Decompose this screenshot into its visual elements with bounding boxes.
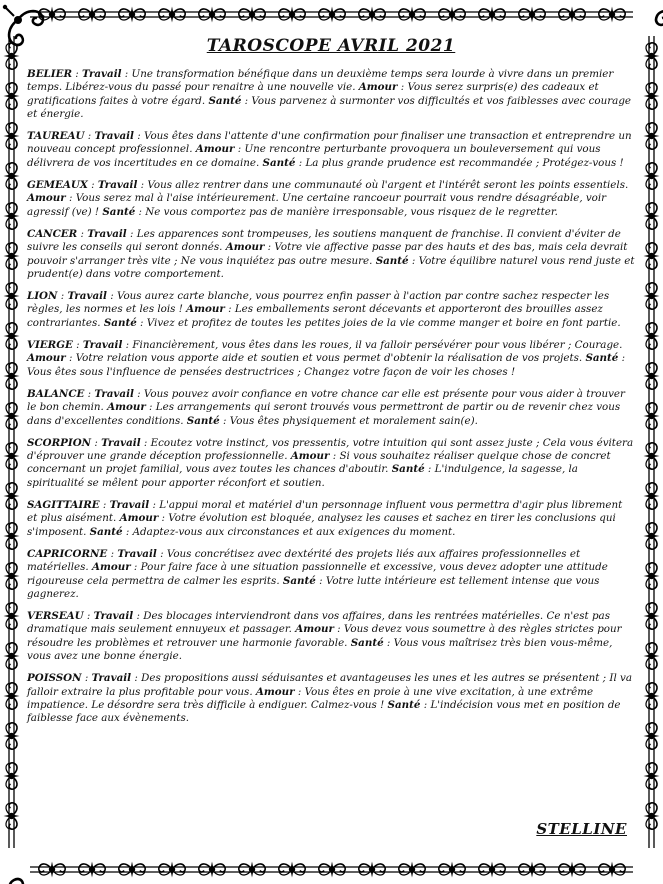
ornament <box>4 403 20 429</box>
amour-text: Les arrangements qui seront trouvés vous permettront de partir ou de revenir chez vous dans d'excellentes conditions. <box>27 401 621 427</box>
amour-label: Amour <box>27 192 66 205</box>
sign-entry: VIERGE : Travail : Financièrement, vous êtes dans les roues, il va falloir persévérer pour vous libérer ; Courage. Amour : Votre relation vous apporte aide et soutien et vous permet d'obtenir la réalisation de vos projets. Santé : Vous êtes sous l'influence de pensées destructrices ; Changez votre façon de voir les choses ! <box>27 339 626 378</box>
sante-text: L'indécision vous met en position de faiblesse face aux évènements. <box>27 698 621 725</box>
ornament <box>644 83 660 109</box>
sante-label: Santé <box>208 94 242 107</box>
amour-text: Vous serez mal à l'aise intérieurement. Une certaine rancoeur pourrait vous rendre désagréable, voir agressif (ve) ! <box>27 192 607 218</box>
ornament <box>439 862 465 878</box>
sante-text: La plus grande prudence est recommandée ; Protégez-vous ! <box>305 156 624 169</box>
ornament <box>644 163 660 189</box>
travail-label: Travail <box>91 672 132 685</box>
sante-label: Santé <box>350 636 384 649</box>
ornament <box>279 7 305 23</box>
travail-text: Vous êtes dans l'attente d'une confirmation pour finaliser une transaction et entreprendre un nouveau concept professionnel. <box>27 130 632 156</box>
ornament <box>599 862 625 878</box>
ornament <box>159 7 185 23</box>
ornament <box>479 862 505 878</box>
ornament <box>4 203 20 229</box>
amour-text: Votre évolution est bloquée, analysez les causes et sachez en tirer les conclusions qui s'imposent. <box>27 512 616 538</box>
signature: STELLINE <box>536 820 627 838</box>
sign-entry: LION : Travail : Vous aurez carte blanche, vous pourrez enfin passer à l'action par contre sachez respecter les règles, les normes et les lois ! Amour : Les emballements seront décevants et apporteront des brouilles assez contrariantes. Santé : Vivez et profitez de toutes les petites joies de la vie comme manger et boire en font partie. <box>27 290 621 329</box>
ornament <box>239 7 265 23</box>
ornament <box>439 7 465 23</box>
ornament <box>4 723 20 749</box>
taroscope-article <box>27 36 635 848</box>
sign-entry: POISSON : Travail : Des propositions aussi séduisantes et avantageuses les unes et les autres se présentent ; Il va falloir extraire la plus profitable pour vous. Amour : Vous êtes en proie à une vive excitation, à une extrême impatience. Le désordre sera très difficile à endiguer. Calmez-vous ! Santé : L'indécision vous met en position de faiblesse face aux évènements. <box>27 672 632 725</box>
travail-label: Travail <box>94 130 134 143</box>
ornament <box>4 83 20 109</box>
ornament <box>644 243 660 269</box>
sante-label: Santé <box>387 698 421 711</box>
ornament <box>644 563 660 589</box>
ornament <box>4 603 20 629</box>
ornament <box>599 7 625 23</box>
ornament <box>4 523 20 549</box>
travail-label: Travail <box>97 179 138 192</box>
sante-label: Santé <box>89 525 123 538</box>
amour-text: Votre vie affective passe par des hauts et des bas, mais cela devrait pouvoir s'arranger très vite ; Ne vous inquiétez pas outre mesure. <box>27 241 628 267</box>
sign-entry: GEMEAUX : Travail : Vous allez rentrer dans une communauté où l'argent et l'intérêt seront les points essentiels. Amour : Vous serez mal à l'aise intérieurement. Une certaine rancoeur pourrait vous rendre désagréable, voir agressif (ve) ! Santé : Ne vous comportez pas de manière irresponsable, vous risquez de le regretter. <box>27 179 629 218</box>
travail-text: Vous aurez carte blanche, vous pourrez enfin passer à l'action par contre sachez respecter les règles, les normes et les lois ! <box>27 290 610 316</box>
ornament <box>644 43 660 69</box>
ornament <box>159 862 185 878</box>
travail-text: Vous concrétisez avec dextérité des projets liés aux affaires professionnelles et matérielles. <box>27 547 581 574</box>
sante-label: Santé <box>282 574 316 587</box>
sign-entry: CANCER : Travail : Les apparences sont trompeuses, les soutiens manquent de franchise. Il convient d'éviter de suivre les conseils qui seront donnés. Amour : Votre vie affective passe par des hauts et des bas, mais cela devrait pouvoir s'arranger très vite ; Ne vous inquiétez pas outre mesure. Santé : Votre équilibre naturel vous rend juste et prudent(e) dans votre comportement. <box>27 227 635 280</box>
travail-label: Travail <box>82 339 123 352</box>
amour-text: Pour faire face à une situation passionnelle et excessive, vous devez adopter une attitude rigoureuse cela permettra de calmer les esprits. <box>27 561 608 587</box>
ornament <box>644 603 660 629</box>
ornament <box>119 7 145 23</box>
ornament <box>644 203 660 229</box>
ornament <box>4 683 20 709</box>
ornament <box>4 43 20 69</box>
amour-label: Amour <box>225 241 265 254</box>
sign-entry: BALANCE : Travail : Vous pouvez avoir confiance en votre chance car elle est présente pour vous aider à trouver le bon chemin. Amour : Les arrangements qui seront trouvés vous permettront de partir ou de revenir chez vous dans d'excellentes conditions. Santé : Vous êtes physiquement et moralement sain(e). <box>27 387 625 427</box>
ornament <box>4 123 20 149</box>
amour-label: Amour <box>107 401 146 414</box>
travail-text: Vous pouvez avoir confiance en votre chance car elle est présente pour vous aider à trouver le bon chemin. <box>27 387 625 414</box>
ornament <box>644 763 660 789</box>
sign-name: TAUREAU <box>27 130 85 143</box>
amour-label: Amour <box>195 143 235 156</box>
ornament <box>644 803 660 829</box>
ornament <box>644 123 660 149</box>
sign-entry: BELIER : Travail : Une transformation bénéfique dans un deuxième temps sera lourde à vivre dans un premier temps. Libérez-vous du passé pour renaitre à une nouvelle vie. Amour : Vous serez surpris(e) des cadeaux et gratifications faites à votre égard. Santé : Vous parvenez à surmonter vos difficultés et vos faiblesses avec courage et énergie. <box>27 68 632 120</box>
sante-text: Ne vous comportez pas de manière irresponsable, vous risquez de le regretter. <box>145 205 558 218</box>
ornament <box>359 862 385 878</box>
sante-label: Santé <box>375 254 409 267</box>
sign-name: BELIER <box>27 68 73 80</box>
sign-entry: CAPRICORNE : Travail : Vous concrétisez avec dextérité des projets liés aux affaires professionnelles et matérielles. Amour : Pour faire face à une situation passionnelle et excessive, vous devez adopter une attitude rigoureuse cela permettra de calmer les esprits. Santé : Votre lutte intérieure est tellement intense que vous gagnerez. <box>27 547 608 600</box>
ornament <box>519 7 545 23</box>
travail-label: Travail <box>87 227 127 240</box>
ornament <box>644 523 660 549</box>
sante-text: Vous êtes sous l'influence de pensées destructrices ; Changez votre façon de voir les choses ! <box>27 365 516 378</box>
ornament <box>644 403 660 429</box>
ornament <box>4 323 20 349</box>
ornament <box>79 7 105 23</box>
travail-label: Travail <box>94 387 134 400</box>
ornament <box>4 363 20 389</box>
amour-label: Amour <box>91 561 131 574</box>
sante-label: Santé <box>186 414 220 427</box>
sign-entry: TAUREAU : Travail : Vous êtes dans l'attente d'une confirmation pour finaliser une transaction et entreprendre un nouveau concept professionnel. Amour : Une rencontre perturbante provoquera un bouleversement qui vous délivrera de vos incertitudes en ce domaine. Santé : La plus grande prudence est recommandée ; Protégez-vous ! <box>27 130 632 169</box>
travail-label: Travail <box>101 436 141 449</box>
ornament <box>4 163 20 189</box>
ornament <box>39 862 65 878</box>
amour-text: Les emballements seront décevants et apporteront des brouilles assez contrariantes. <box>27 303 603 329</box>
travail-text: Des blocages interviendront dans vos affaires, dans les rentrées matérielles. Ce n'est pas dramatique mais seulement ennuyeux et passager. <box>27 610 610 636</box>
sign-name: SCORPION <box>27 436 92 449</box>
travail-text: Une transformation bénéfique dans un deuxième temps sera lourde à vivre dans un premier temps. Libérez-vous du passé pour renaitre à une nouvelle vie. <box>27 68 614 94</box>
sign-name: LION <box>27 290 58 303</box>
ornament <box>4 763 20 789</box>
ornament <box>644 443 660 469</box>
sign-name: CAPRICORNE <box>27 547 108 560</box>
ornament <box>4 803 20 829</box>
amour-text: Votre relation vous apporte aide et soutien et vous permet d'obtenir la réalisation de vos projets. <box>75 352 583 365</box>
amour-text: Vous serez surpris(e) des cadeaux et gratifications faites à votre égard. <box>27 81 599 107</box>
ornament <box>4 283 20 309</box>
ornament <box>644 683 660 709</box>
ornament <box>4 243 20 269</box>
ornament <box>279 862 305 878</box>
amour-label: Amour <box>358 81 398 94</box>
sante-label: Santé <box>391 463 425 476</box>
sante-label: Santé <box>585 352 619 365</box>
sante-text: Vous êtes physiquement et moralement sain(e). <box>229 414 478 427</box>
page-title: TAROSCOPE AVRIL 2021 <box>206 36 456 56</box>
ornament <box>199 862 225 878</box>
ornament <box>4 563 20 589</box>
ornament <box>644 723 660 749</box>
sign-name: GEMEAUX <box>27 179 88 192</box>
sante-text: Votre équilibre naturel vous rend juste et prudent(e) dans votre comportement. <box>27 254 635 280</box>
amour-label: Amour <box>255 685 295 698</box>
travail-text: Ecoutez votre instinct, vos pressentis, votre intuition qui sont assez juste ; Cela vous évitera d'éprouver une grande déception professionnelle. <box>27 436 634 463</box>
travail-text: Financièrement, vous êtes dans les roues, il va falloir persévérer pour vous libérer ; Courage. <box>132 339 623 352</box>
sign-name: BALANCE <box>27 387 85 400</box>
sante-text: Vivez et profitez de toutes les petites joies de la vie comme manger et boire en font partie. <box>146 316 621 329</box>
ornament <box>79 862 105 878</box>
ornament <box>319 862 345 878</box>
sign-name: CANCER <box>27 227 78 240</box>
ornament <box>644 483 660 509</box>
amour-label: Amour <box>186 303 225 316</box>
ornament <box>4 643 20 669</box>
sante-text: Vous parvenez à surmonter vos difficultés et vos faiblesses avec courage et énergie. <box>27 94 632 120</box>
sign-entry: VERSEAU : Travail : Des blocages interviendront dans vos affaires, dans les rentrées matérielles. Ce n'est pas dramatique mais seulement ennuyeux et passager. Amour : Vous devez vous soumettre à des règles strictes pour résoudre les problèmes et retrouver une harmonie favorable. Santé : Vous vous maîtrisez très bien vous-même, vous avez une bonne énergie. <box>27 610 622 662</box>
ornament <box>479 7 505 23</box>
ornament <box>319 7 345 23</box>
ornament <box>359 7 385 23</box>
sign-list <box>27 68 635 725</box>
sante-text: Vous vous maîtrisez très bien vous-même, vous avez une bonne énergie. <box>27 636 613 662</box>
ornament <box>519 862 545 878</box>
ornament <box>644 363 660 389</box>
sante-label: Santé <box>262 156 296 169</box>
ornament <box>644 643 660 669</box>
amour-text: Une rencontre perturbante provoquera un bouleversement qui vous délivrera de vos incertitudes en ce domaine. <box>27 143 601 169</box>
travail-label: Travail <box>67 290 107 303</box>
sign-entry: SCORPION : Travail : Ecoutez votre instinct, vos pressentis, votre intuition qui sont assez juste ; Cela vous évitera d'éprouver une grande déception professionnelle. Amour : Si vous souhaitez réaliser quelque chose de concret concernant un projet familial, vous avez toutes les chances d'aboutir. Santé : L'indulgence, la sagesse, la spiritualité se mêlent pour apporter réconfort et soutien. <box>27 436 634 489</box>
sante-label: Santé <box>102 205 136 218</box>
ornament <box>199 7 225 23</box>
sign-entry: SAGITTAIRE : Travail : L'appui moral et matériel d'un personnage influent vous permettra d'agir plus librement et plus aisément. Amour : Votre évolution est bloquée, analysez les causes et sachez en tirer les conclusions qui s'imposent. Santé : Adaptez-vous aux circonstances et aux exigences du moment. <box>27 499 623 538</box>
ornament <box>559 862 585 878</box>
amour-label: Amour <box>119 512 159 525</box>
travail-label: Travail <box>109 499 150 512</box>
travail-label: Travail <box>117 547 157 560</box>
travail-text: L'appui moral et matériel d'un personnage influent vous permettra d'agir plus librement et plus aisément. <box>27 499 623 525</box>
ornament <box>399 7 425 23</box>
sign-name: VIERGE <box>27 339 73 352</box>
travail-text: Des propositions aussi séduisantes et avantageuses les unes et les autres se présentent ; Il va falloir extraire la plus profitable pour vous. <box>27 672 632 698</box>
amour-label: Amour <box>27 352 66 365</box>
amour-label: Amour <box>295 623 334 636</box>
ornament <box>239 862 265 878</box>
travail-label: Travail <box>93 610 134 623</box>
travail-text: Vous allez rentrer dans une communauté où l'argent et l'intérêt seront les points essentiels. <box>147 179 629 192</box>
ornament <box>4 483 20 509</box>
amour-text: Vous êtes en proie à une vive excitation, à une extrême impatience. Le désordre sera très difficile à endiguer. Calmez-vous ! <box>27 685 594 711</box>
sign-name: SAGITTAIRE <box>27 499 100 512</box>
sign-name: POISSON <box>27 672 82 685</box>
sante-text: L'indulgence, la sagesse, la spiritualité se mêlent pour apporter réconfort et soutien. <box>27 463 578 489</box>
amour-label: Amour <box>290 450 330 463</box>
ornament <box>559 7 585 23</box>
ornament <box>4 443 20 469</box>
ornament <box>399 862 425 878</box>
amour-text: Si vous souhaitez réaliser quelque chose de concret concernant un projet familial, vous avez toutes les chances d'aboutir. <box>27 450 611 476</box>
sign-name: VERSEAU <box>27 610 84 623</box>
travail-label: Travail <box>82 68 122 80</box>
ornament <box>644 323 660 349</box>
sante-text: Votre lutte intérieure est tellement intense que vous gagnerez. <box>27 574 600 600</box>
ornament <box>644 283 660 309</box>
sante-text: Adaptez-vous aux circonstances et aux exigences du moment. <box>132 525 456 538</box>
travail-text: Les apparences sont trompeuses, les soutiens manquent de franchise. Il convient d'éviter de suivre les conseils qui seront donnés. <box>27 227 621 254</box>
sante-label: Santé <box>103 316 137 329</box>
amour-text: Vous devez vous soumettre à des règles strictes pour résoudre les problèmes et retrouver une harmonie favorable. <box>27 623 622 649</box>
ornament <box>119 862 145 878</box>
